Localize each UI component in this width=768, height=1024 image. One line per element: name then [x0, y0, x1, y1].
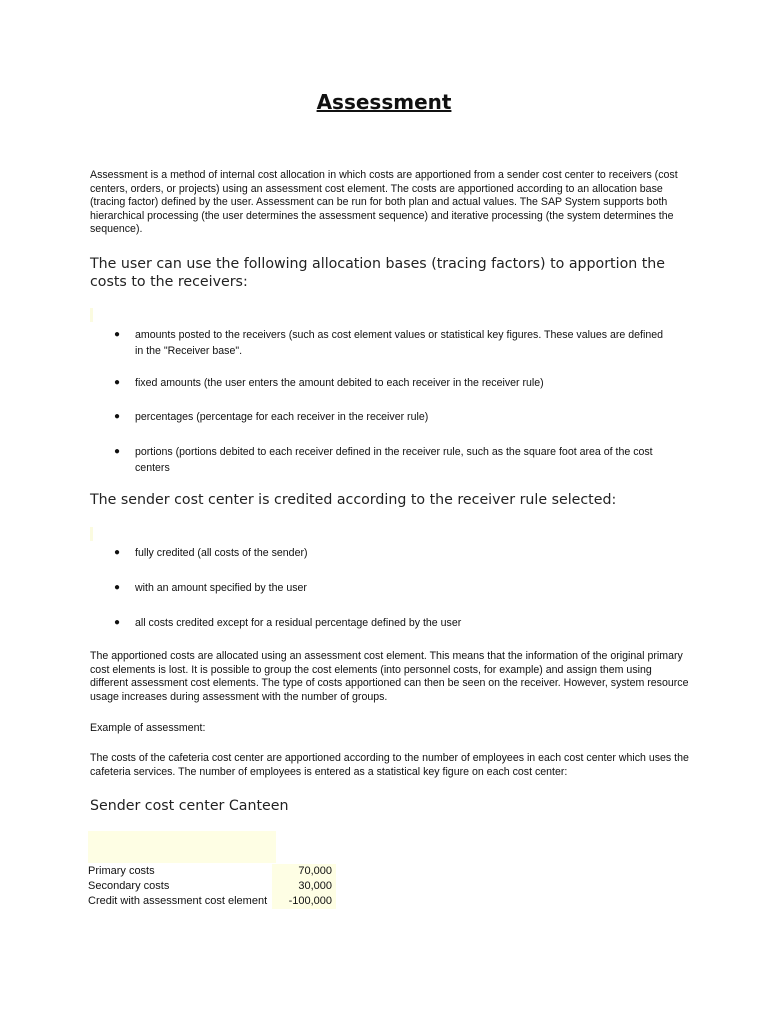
cost-label: Secondary costs	[88, 880, 170, 892]
list-item	[114, 615, 674, 631]
list-item-text: fully credited (all costs of the sender)	[135, 547, 308, 559]
list-item	[114, 580, 674, 596]
list-item	[114, 375, 674, 391]
list-item	[114, 327, 674, 359]
list-item-text: portions (portions debited to each receiver defined in the receiver rule, such as the square foot area of the cost centers	[135, 446, 653, 474]
list-item-text: fixed amounts (the user enters the amount debited to each receiver in the receiver rule)	[135, 377, 544, 389]
bullet-icon: ●	[114, 582, 121, 593]
cost-label: Primary costs	[88, 865, 155, 877]
bullet-icon: ●	[114, 617, 121, 628]
bullet-icon: ●	[114, 446, 121, 457]
text-marker	[90, 308, 93, 322]
table-row	[86, 864, 336, 879]
list-item-text: with an amount specified by the user	[135, 582, 307, 594]
intro-paragraph: Assessment is a method of internal cost allocation in which costs are apportioned from a sender cost center to receivers (cost centers, orders, or projects) using an assessment cost element. The costs are apportioned according to an allocation base (tracing factor) defined by the user. Assessment can be run for both plan and actual values. The SAP System supports both hierarchical processing (the user determines the assessment sequence) and iterative processing (the system determines the sequence).	[90, 169, 678, 236]
list-item-text: amounts posted to the receivers (such as cost element values or statistical key figures. These values are defined in the "Receiver base".	[135, 329, 663, 357]
list-item-text: percentages (percentage for each receiver in the receiver rule)	[135, 411, 429, 423]
sender-cost-center-heading: Sender cost center Canteen	[90, 798, 289, 814]
cafeteria-paragraph: The costs of the cafeteria cost center are apportioned according to the number of employees in each cost center which uses the cafeteria services. The number of employees is entered as a statistical key figure on each cost center:	[90, 752, 689, 778]
list-item	[114, 409, 674, 425]
cost-value: -100,000	[272, 894, 336, 909]
cost-table	[86, 864, 336, 909]
bullet-icon: ●	[114, 547, 121, 558]
cost-value: 70,000	[272, 864, 336, 879]
list-item	[114, 545, 674, 561]
receiver-rule-heading: The sender cost center is credited according to the receiver rule selected:	[90, 492, 617, 508]
bullet-icon: ●	[114, 329, 121, 340]
text-marker	[90, 527, 93, 541]
list-item-text: all costs credited except for a residual percentage defined by the user	[135, 617, 462, 629]
allocation-bases-heading: The user can use the following allocation bases (tracing factors) to apportion the costs to the receivers:	[90, 256, 666, 290]
example-label: Example of assessment:	[90, 722, 206, 734]
bullet-icon: ●	[114, 377, 121, 388]
apportioned-costs-paragraph: The apportioned costs are allocated using an assessment cost element. This means that the information of the original primary cost elements is lost. It is possible to group the cost elements (into personnel costs, for example) and assign them using different assessment cost elements. The type of costs apportioned can then be seen on the receiver. However, system resource usage increases during assessment with the number of groups.	[90, 650, 689, 703]
cost-label: Credit with assessment cost element	[88, 895, 268, 907]
cost-value: 30,000	[272, 879, 336, 894]
page-title: Assessment	[316, 90, 452, 114]
table-header-block	[88, 831, 276, 863]
list-item	[114, 444, 674, 476]
table-row	[86, 879, 336, 894]
bullet-icon: ●	[114, 411, 121, 422]
table-row	[86, 894, 336, 909]
